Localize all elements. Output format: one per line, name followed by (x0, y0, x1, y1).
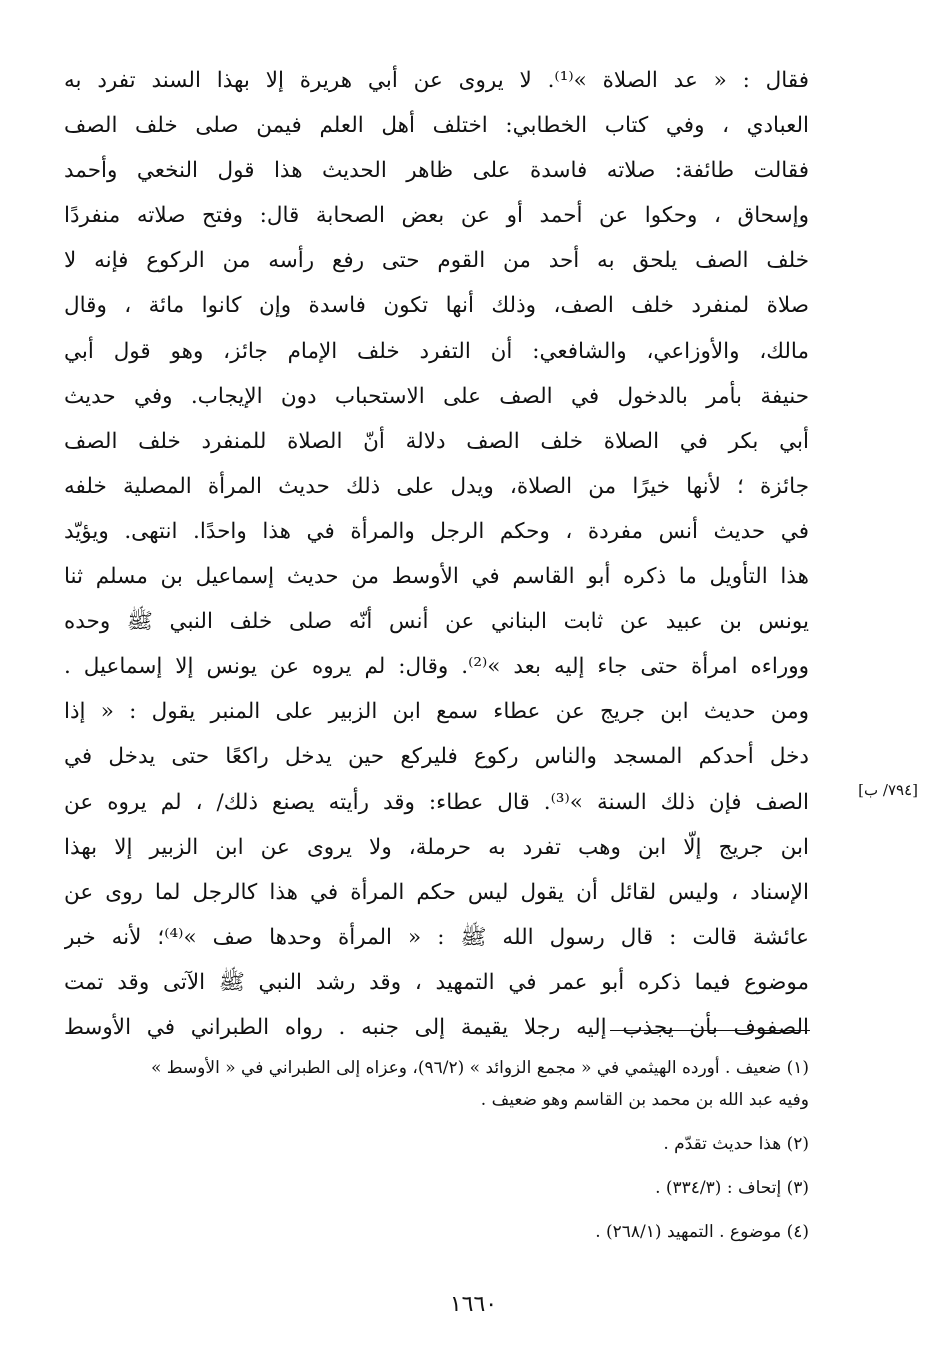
body-line: الصفوف بأن يجذب إليه رجلا يقيمة إلى جنبه . رواه الطبراني في الأوسط (64, 1014, 809, 1040)
page-number: ١٦٦٠ (449, 1292, 498, 1317)
body-line: جائزة ؛ لأنها خيرًا من الصلاة، ويدل على ذلك حديث المرأة المصلية خلفه (64, 473, 809, 499)
body-line: وإسحاق ، وحكوا عن أحمد أو عن بعض الصحابة قال: وفتح صلاته منفردًا (64, 203, 809, 229)
footnote-line: وفيه عبد الله بن محمد بن القاسم وهو ضعيف . (480, 1090, 809, 1110)
body-line: ابن جريج إلّا ابن وهب تفرد به حرملة، ولا يروى عن ابن الزبير إلا بهذا (64, 834, 809, 860)
body-line: الإسناد ، وليس لقائل أن يقول ليس حكم المرأة في هذا كالرجل لما روى عن (64, 879, 809, 905)
body-line: حنيفة بأمر بالدخول في الصف على الاستحباب دون الإيجاب. وفي حديث (64, 383, 809, 409)
margin-folio-note: [٧٩٤/ ب] (858, 781, 918, 799)
footnote-line: (٤) موضوع . التمهيد (٢٦٨/١) . (595, 1222, 809, 1242)
footnote-line: (٢) هذا حديث تقدّم . (663, 1134, 809, 1154)
body-line: يونس بن عبيد عن ثابت البناني عن أنس أنّه صلى خلف النبي ﷺ وحده (64, 609, 809, 635)
body-line: فقال : « عد الصلاة »⁽¹⁾. لا يروى عن أبي هريرة إلا بهذا السند تفرد به (64, 68, 809, 93)
body-line: دخل أحدكم المسجد والناس ركوع فليركع حين يدخل راكعًا حتى يدخل في (64, 744, 809, 770)
body-line: مالك، والأوزاعي، والشافعي: أن التفرد خلف الإمام جائز، وهو قول أبي (64, 338, 809, 364)
body-line: صلاة لمنفرد خلف الصف، وذلك أنها تكون فاسدة وإن كانوا مائة ، وقال (64, 293, 809, 319)
footnote-line: (٣) إتحاف : (٣٣٤/٣) . (655, 1178, 809, 1198)
body-line: أبي بكر في الصلاة خلف الصف دلالة أنّ الصلاة للمنفرد خلف الصف (64, 428, 809, 454)
body-line: الصف فإن ذلك السنة »⁽³⁾. قال عطاء: وقد رأيته يصنع ذلك/ ، لم يروه عن (64, 789, 809, 815)
body-line: العبادي ، وفي كتاب الخطابي: اختلف أهل العلم فيمن صلى خلف الصف (64, 113, 809, 139)
body-line: خلف الصف يلحق به أحد من القوم حتى رفع رأسه من الركوع فإنه لا (64, 248, 809, 274)
footnote-separator (610, 1030, 810, 1031)
body-line: في حديث أنس مفردة ، وحكم الرجل والمرأة في هذا واحدًا. انتهى. ويؤيّد (64, 518, 809, 544)
footnotes (64, 1052, 809, 1248)
footnote-line: (١) ضعيف . أورده الهيثمي في « مجمع الزوائد » (٩٦/٢)، وعزاه إلى الطبراني في « الأوسط » (151, 1058, 809, 1078)
body-line: هذا التأويل ما ذكره أبو القاسم في الأوسط من حديث إسماعيل بن مسلم ثنا (64, 564, 809, 590)
body-text (64, 58, 809, 1050)
body-line: ومن حديث ابن جريج عن عطاء سمع ابن الزبير على المنبر يقول : « إذا (64, 699, 809, 725)
body-line: فقالت طائفة: صلاته فاسدة على ظاهر الحديث هذا قول النخعي وأحمد (64, 158, 809, 184)
body-line: موضوع فيما ذكره أبو عمر في التمهيد ، وقد رشد النبي ﷺ الآتى وقد تمت (64, 969, 809, 995)
body-line: ووراءه امرأة حتى جاء إليه بعد »⁽²⁾. وقال: لم يروه عن يونس إلا إسماعيل . (64, 654, 809, 680)
body-line: عائشة قالت : قال رسول الله ﷺ : « المرأة وحدها صف »⁽⁴⁾؛ لأنه خبر (64, 924, 809, 950)
